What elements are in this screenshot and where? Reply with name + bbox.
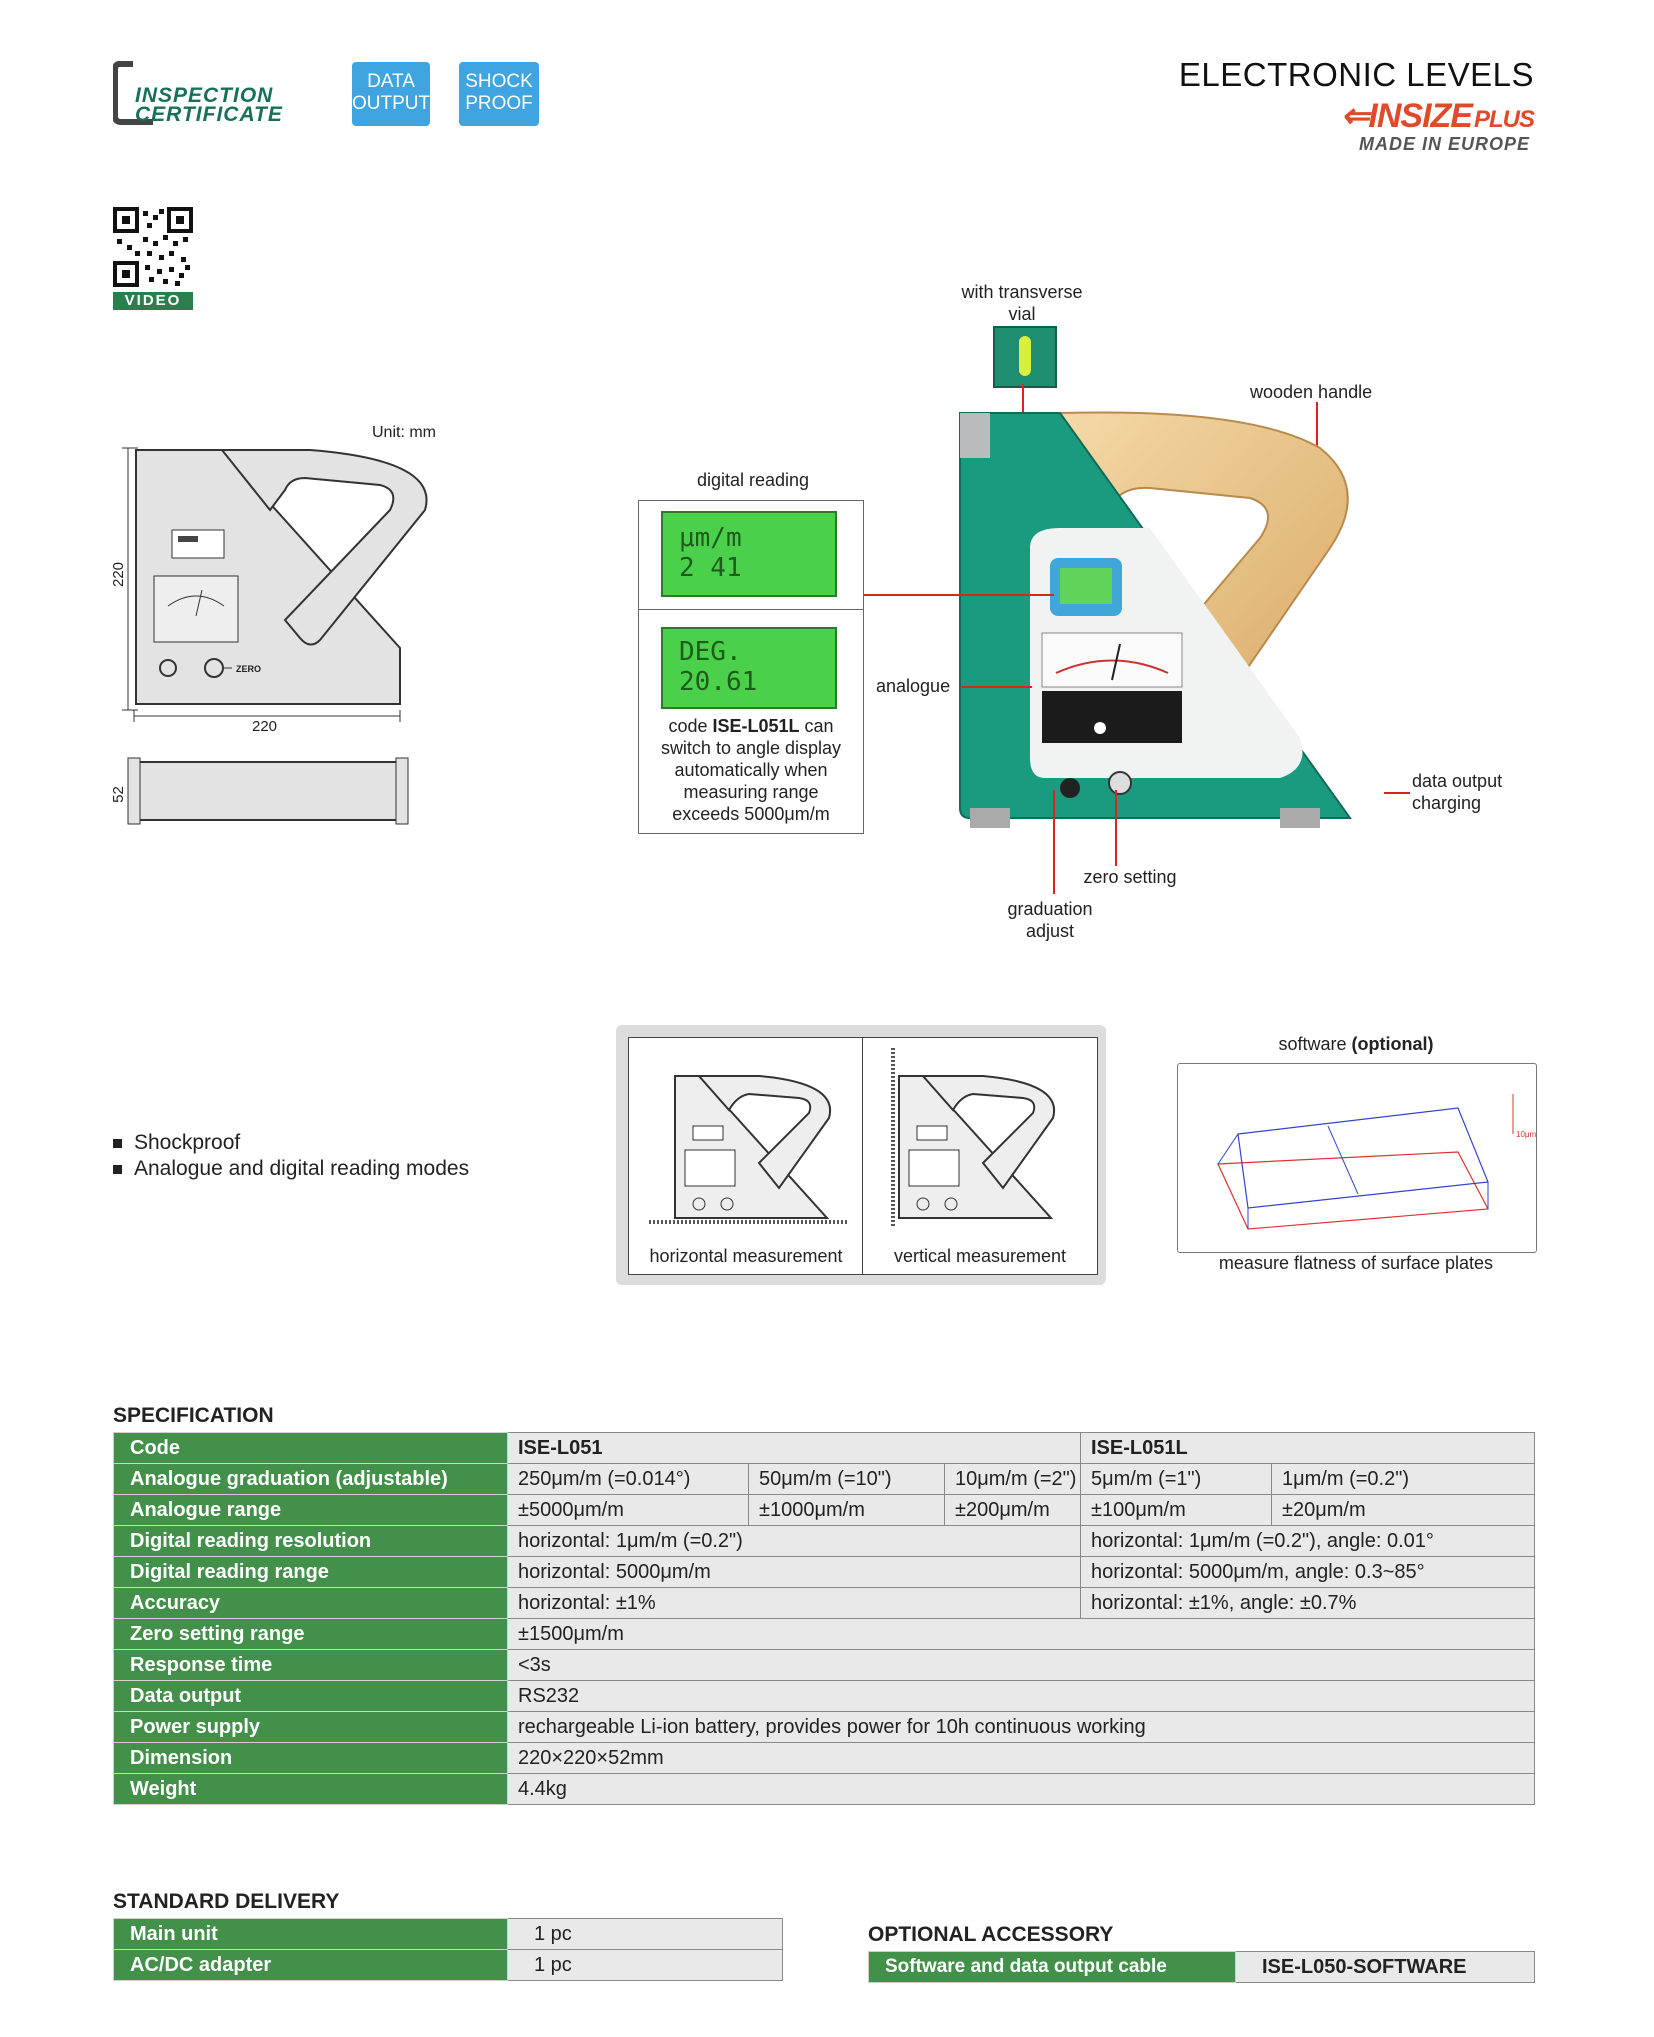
feature-item: Analogue and digital reading modes: [113, 1157, 469, 1181]
spec-cell: ±100μm/m: [1081, 1495, 1272, 1526]
callout-transverse-vial: with transverse vial: [961, 282, 1083, 324]
table-row: [114, 1433, 1535, 1464]
accessory-title: OPTIONAL ACCESSORY: [868, 1923, 1114, 1946]
dim-height: 220: [110, 561, 128, 588]
spec-cell: ±1500μm/m: [508, 1619, 1535, 1650]
video-label: VIDEO: [113, 292, 193, 310]
table-row: [114, 1681, 1535, 1712]
qr-code-icon: [113, 207, 193, 287]
spec-label: Weight: [114, 1774, 508, 1805]
spec-label: Accuracy: [114, 1588, 508, 1619]
callout-line: [864, 594, 1054, 596]
accessory-item: Software and data output cable: [869, 1952, 1236, 1983]
vertical-caption: vertical measurement: [893, 1246, 1067, 1266]
software-title: software (optional): [1278, 1034, 1434, 1054]
table-row: [114, 1919, 783, 1950]
spec-cell: horizontal: 5000μm/m: [508, 1557, 1081, 1588]
spec-cell: ±5000μm/m: [508, 1495, 749, 1526]
spec-label: Response time: [114, 1650, 508, 1681]
spec-cell: horizontal: ±1%: [508, 1588, 1081, 1619]
cert-line-1: INSPECTION: [135, 84, 274, 107]
table-row: [114, 1619, 1535, 1650]
data-output-badge: [352, 62, 430, 126]
lcd-display-1: [661, 511, 837, 597]
spec-cell: 250μm/m (=0.014°): [508, 1464, 749, 1495]
brand-logo: [1341, 96, 1534, 136]
table-row: [114, 1774, 1535, 1805]
zero-label: ZERO: [236, 664, 262, 674]
callout-line: [1053, 790, 1055, 894]
spec-label: Data output: [114, 1681, 508, 1712]
delivery-qty: 1 pc: [508, 1919, 783, 1950]
spec-code-b: ISE-L051L: [1081, 1433, 1535, 1464]
callout-graduation-adjust: graduation adjust: [1007, 899, 1093, 941]
qr-code-video[interactable]: [113, 207, 193, 309]
callout-wooden-handle: wooden handle: [1250, 382, 1373, 402]
software-caption: measure flatness of surface plates: [1218, 1253, 1494, 1273]
spec-cell: 1μm/m (=0.2"): [1272, 1464, 1535, 1495]
delivery-item: AC/DC adapter: [114, 1950, 508, 1981]
cert-line-2: CERTIFICATE: [135, 103, 283, 126]
spec-cell: ±200μm/m: [945, 1495, 1081, 1526]
code-ise-l051l: ISE-L051L: [712, 716, 800, 736]
inspection-certificate-logo: [113, 60, 309, 126]
spec-cell: horizontal: ±1%, angle: ±0.7%: [1081, 1588, 1535, 1619]
spec-cell: <3s: [508, 1650, 1535, 1681]
delivery-title: STANDARD DELIVERY: [113, 1890, 340, 1913]
brand-arrow-icon: ⇐: [1340, 97, 1369, 135]
digital-reading-box: [638, 500, 864, 834]
horizontal-caption: horizontal measurement: [649, 1246, 843, 1266]
lcd-display-2: [661, 627, 837, 709]
spec-title: SPECIFICATION: [113, 1404, 274, 1427]
spec-cell: horizontal: 5000μm/m, angle: 0.3~85°: [1081, 1557, 1535, 1588]
software-screenshot: [1177, 1063, 1537, 1253]
feature-item: Shockproof: [113, 1131, 240, 1155]
spec-table: [113, 1432, 1535, 1805]
table-row: [114, 1588, 1535, 1619]
spec-label: Zero setting range: [114, 1619, 508, 1650]
badge-line: OUTPUT: [352, 93, 431, 114]
spec-label: Analogue range: [114, 1495, 508, 1526]
shock-proof-badge: [459, 62, 539, 126]
table-row: [869, 1952, 1535, 1983]
spec-cell: 5μm/m (=1"): [1081, 1464, 1272, 1495]
accessory-table: [868, 1951, 1535, 1983]
spec-label: Power supply: [114, 1712, 508, 1743]
spec-cell: 4.4kg: [508, 1774, 1535, 1805]
accessory-code: ISE-L050-SOFTWARE: [1236, 1952, 1535, 1983]
callout-line: [1115, 790, 1117, 866]
table-row: [114, 1950, 783, 1981]
delivery-qty: 1 pc: [508, 1950, 783, 1981]
code-note: code ISE-L051L can switch to angle display automatically when measuring range exceeds 5000μm/m: [660, 716, 842, 824]
spec-cell: ±1000μm/m: [749, 1495, 945, 1526]
bullet-icon: [113, 1165, 122, 1174]
spec-cell: 50μm/m (=10"): [749, 1464, 945, 1495]
vertical-level-icon: [863, 1038, 1097, 1238]
horizontal-panel: [628, 1037, 864, 1275]
table-row: [114, 1495, 1535, 1526]
lcd-value: 20.61: [679, 667, 758, 697]
badge-line: DATA: [367, 71, 415, 92]
table-row: [114, 1650, 1535, 1681]
callout-analogue: analogue: [876, 676, 951, 696]
vertical-panel: [862, 1037, 1098, 1275]
spec-cell: 10μm/m (=2"): [945, 1464, 1081, 1495]
badge-line: SHOCK: [465, 71, 533, 92]
callout-digital-reading: digital reading: [696, 470, 810, 490]
transverse-vial-image: [993, 326, 1057, 388]
made-in-europe: MADE IN EUROPE: [1358, 134, 1530, 154]
callout-line: [962, 686, 1032, 688]
vial-bubble-icon: [1019, 336, 1031, 376]
callout-data-output: data output charging: [1412, 771, 1503, 813]
dim-depth: 52: [109, 786, 127, 803]
spec-code-a: ISE-L051: [508, 1433, 1081, 1464]
spec-cell: ±20μm/m: [1272, 1495, 1535, 1526]
delivery-item: Main unit: [114, 1919, 508, 1950]
spec-label: Digital reading resolution: [114, 1526, 508, 1557]
callout-zero-setting: zero setting: [1083, 867, 1177, 887]
spec-label: Dimension: [114, 1743, 508, 1774]
page-title: ELECTRONIC LEVELS: [1178, 56, 1534, 93]
lcd-unit: DEG.: [679, 637, 742, 667]
table-row: [114, 1712, 1535, 1743]
badge-line: PROOF: [465, 93, 533, 114]
spec-label: Code: [114, 1433, 508, 1464]
measurement-modes-panel: [616, 1025, 1106, 1285]
table-row: [114, 1464, 1535, 1495]
table-row: [114, 1557, 1535, 1588]
spec-cell: RS232: [508, 1681, 1535, 1712]
spec-cell: 220×220×52mm: [508, 1743, 1535, 1774]
lcd-value: 2 41: [679, 553, 742, 583]
brand-name: INSIZE: [1368, 97, 1472, 135]
table-row: [114, 1526, 1535, 1557]
brand-plus: PLUS: [1473, 106, 1534, 133]
electronic-level-photo: [950, 408, 1400, 858]
spec-label: Analogue graduation (adjustable): [114, 1464, 508, 1495]
spec-cell: rechargeable Li-ion battery, provides power for 10h continuous working: [508, 1712, 1535, 1743]
spec-label: Digital reading range: [114, 1557, 508, 1588]
unit-label: Unit: mm: [372, 424, 436, 441]
table-row: [114, 1743, 1535, 1774]
bullet-icon: [113, 1139, 122, 1148]
spec-cell: horizontal: 1μm/m (=0.2"): [508, 1526, 1081, 1557]
technical-drawing: [110, 440, 450, 840]
horizontal-level-icon: [629, 1038, 863, 1238]
delivery-table: [113, 1918, 783, 1981]
spec-cell: horizontal: 1μm/m (=0.2"), angle: 0.01°: [1081, 1526, 1535, 1557]
lcd-unit: μm/m: [679, 523, 742, 553]
dim-width: 220: [252, 718, 278, 735]
callout-line: [1384, 792, 1410, 794]
software-scale: 10μm: [1516, 1130, 1537, 1139]
flatness-plot-icon: [1178, 1064, 1536, 1252]
